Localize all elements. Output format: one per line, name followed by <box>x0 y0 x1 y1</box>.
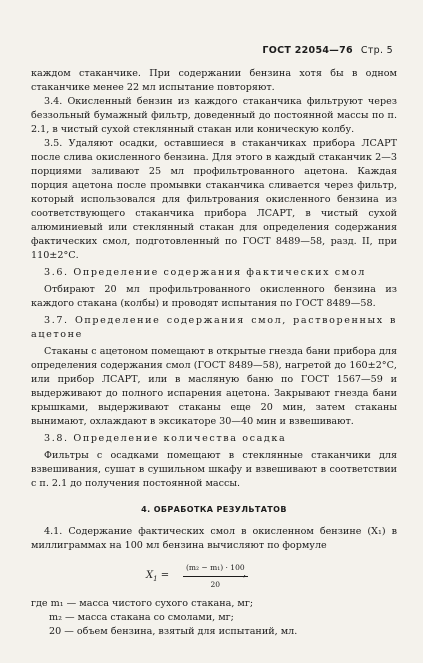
formula-lhs: $X_1$ = <box>146 570 170 583</box>
paragraph-3-6: Отбирают 20 мл профильтрованного окисленного бензина из каждого стакана (колбы) и проводят испытания по ГОСТ 8489—58. <box>31 284 397 309</box>
body-text <box>31 67 397 639</box>
legend-item: 20 — объем бензина, взятый для испытаний, мл. <box>49 626 298 637</box>
page-header <box>262 45 393 56</box>
legend-item: m₂ — масса стакана со смолами, мг; <box>49 612 234 623</box>
legend-item: где m₁ — масса чистого сухого стакана, мг; <box>31 598 254 609</box>
gost-number: ГОСТ 22054—76 <box>262 45 353 56</box>
formula-fraction <box>183 561 248 592</box>
paragraph-continuation: каждом стаканчике. При содержании бензина хотя бы в одном стаканчике менее 22 мл испытание повторяют. <box>31 68 397 93</box>
paragraph-3-8: Фильтры с осадками помещают в стеклянные стаканчики для взвешивания, сушат в сушильном шкафу и взвешивают в соответствии с п. 2.1 до получения постоянной массы. <box>31 450 397 489</box>
paragraph-3-4: 3.4. Окисленный бензин из каждого стаканчика фильтруют через беззольный бумажный фильтр, доведенный до постоянной массы по п. 2.1, в чистый сухой стеклянный стакан или коническую колбу. <box>31 96 397 135</box>
formula-legend <box>31 597 397 639</box>
paragraph-4-1: 4.1. Содержание фактических смол в окисленном бензине (X₁) в миллиграммах на 100 мл бензина вычисляют по формуле <box>31 526 397 551</box>
section-4-heading: 4. ОБРАБОТКА РЕЗУЛЬТАТОВ <box>141 505 287 514</box>
page-number: Стр. 5 <box>360 45 393 56</box>
paragraph-3-5: 3.5. Удаляют осадки, оставшиеся в стаканчиках прибора ЛСАРТ после слива окисленного бензина. Для этого в каждый стаканчик 2—3 порциями заливают 25 мл профильтрованного ацетона. Каждая порция ацетона после промывки стаканчика сливается через фильтр, который использовался для фильтрования окисленного бензина из соответствующего стаканчика прибора ЛСАРТ, в чистый сухой алюминиевый или стеклянный стакан для определения содержания фактических смол, подготовленный по ГОСТ 8489—58, разд. II, при 110±2°С. <box>31 138 397 261</box>
formula <box>31 559 397 593</box>
formula-numerator: (m₂ − m₁) · 100 <box>183 561 248 577</box>
heading-3-8: 3.8. Определение количества осадка <box>44 433 287 444</box>
formula-comma: , <box>243 568 247 579</box>
formula-denominator: 20 <box>210 580 221 589</box>
heading-3-6: 3.6. Определение содержания фактических смол <box>44 267 366 278</box>
paragraph-3-7: Стаканы с ацетоном помещают в открытые гнезда бани прибора для определения содержания смол (ГОСТ 8489—58), нагретой до 160±2°С, или прибор ЛСАРТ, или в масляную баню по ГОСТ 1567—59 и выдерживают до полного испарения ацетона. Закрывают гнезда бани крышками, выдерживают стаканы еще 20 мин, затем стаканы вынимают, охлаждают в эксикаторе 30—40 мин и взвешивают. <box>31 346 397 427</box>
heading-3-7: 3.7. Определение содержания смол, растворенных в ацетоне <box>31 315 397 340</box>
